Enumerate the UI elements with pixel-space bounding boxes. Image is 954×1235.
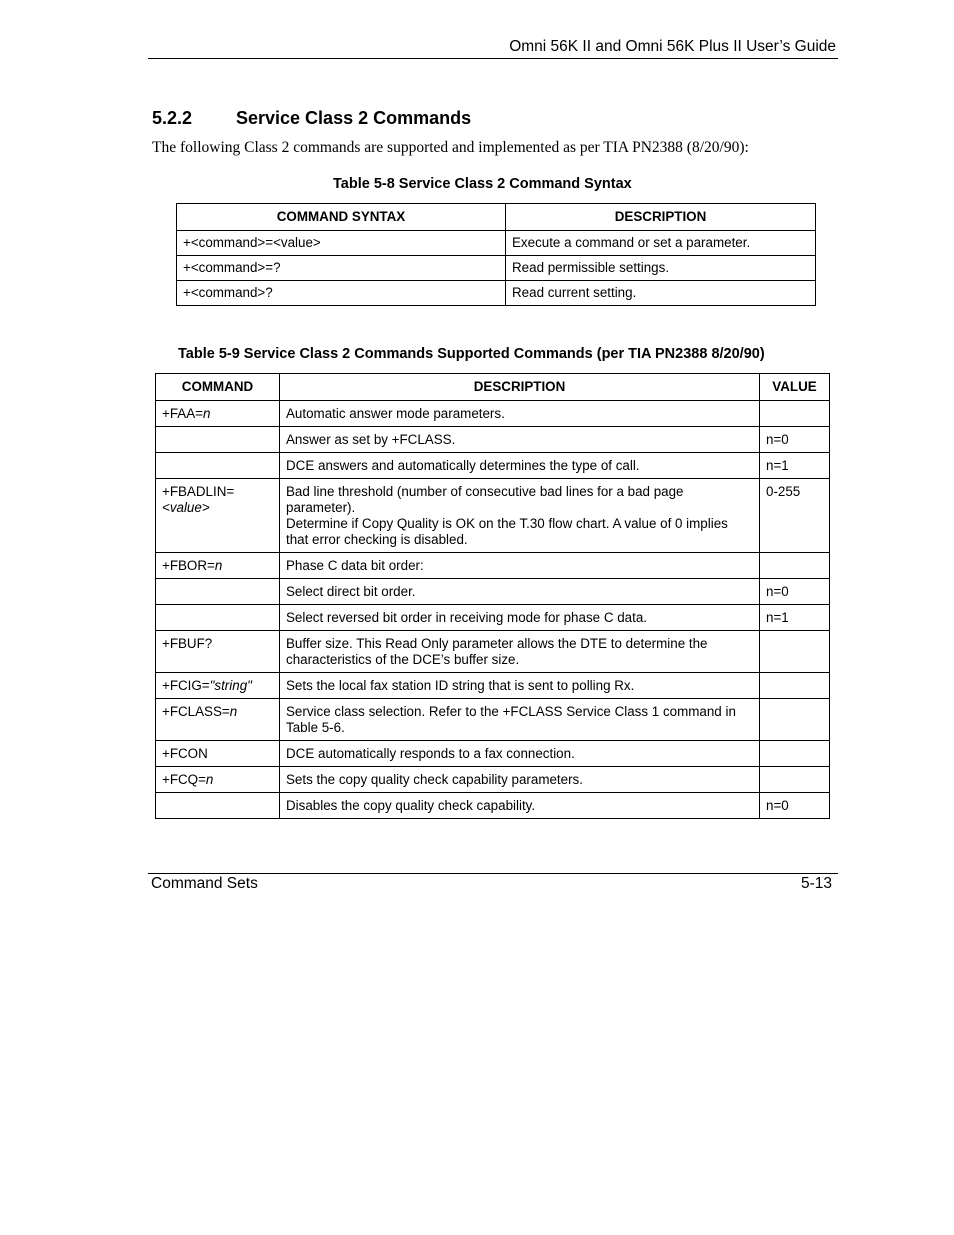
table-header-row bbox=[156, 374, 830, 401]
table-5-9-caption: Table 5-9 Service Class 2 Commands Supported Commands (per TIA PN2388 8/20/90) bbox=[178, 346, 765, 362]
table-row bbox=[156, 579, 830, 605]
table-row bbox=[156, 767, 830, 793]
table-row bbox=[156, 699, 830, 741]
value-cell: n=1 bbox=[760, 453, 830, 479]
command-cell bbox=[156, 793, 280, 819]
footer-rule bbox=[148, 873, 838, 874]
command-name: +FCQ= bbox=[162, 772, 206, 787]
command-cell bbox=[156, 631, 280, 673]
command-cell bbox=[156, 427, 280, 453]
table-row bbox=[156, 673, 830, 699]
description-cell: Disables the copy quality check capability. bbox=[280, 793, 760, 819]
description-cell bbox=[280, 479, 760, 553]
command-cell bbox=[156, 767, 280, 793]
command-argument: n bbox=[229, 704, 238, 719]
command-cell bbox=[156, 699, 280, 741]
description-cell: Execute a command or set a parameter. bbox=[506, 231, 816, 256]
value-cell: n=0 bbox=[760, 793, 830, 819]
command-name: +FAA= bbox=[162, 406, 203, 421]
value-cell: n=0 bbox=[760, 427, 830, 453]
description-cell: Read current setting. bbox=[506, 281, 816, 306]
command-argument: n bbox=[202, 406, 211, 421]
syntax-cell: +<command>=<value> bbox=[177, 231, 506, 256]
description-cell: Read permissible settings. bbox=[506, 256, 816, 281]
value-cell: n=0 bbox=[760, 579, 830, 605]
command-name: +FBADLIN= bbox=[162, 484, 235, 499]
column-header: DESCRIPTION bbox=[280, 374, 760, 401]
description-cell: DCE answers and automatically determines the type of call. bbox=[280, 453, 760, 479]
table-row bbox=[156, 605, 830, 631]
table-row bbox=[156, 453, 830, 479]
syntax-cell: +<command>? bbox=[177, 281, 506, 306]
running-header: Omni 56K II and Omni 56K Plus II User’s Guide bbox=[509, 38, 836, 55]
command-argument: "string" bbox=[209, 678, 252, 693]
table-row bbox=[156, 631, 830, 673]
description-cell: Select reversed bit order in receiving mode for phase C data. bbox=[280, 605, 760, 631]
description-cell: Sets the copy quality check capability parameters. bbox=[280, 767, 760, 793]
description-cell: Automatic answer mode parameters. bbox=[280, 401, 760, 427]
value-cell: n=1 bbox=[760, 605, 830, 631]
intro-paragraph: The following Class 2 commands are supported and implemented as per TIA PN2388 (8/20/90): bbox=[152, 139, 749, 156]
table-header-row bbox=[177, 204, 816, 231]
command-cell bbox=[156, 673, 280, 699]
table-row bbox=[177, 256, 816, 281]
description-line: Determine if Copy Quality is OK on the T.30 flow chart. A value of 0 implies that error checking is disabled. bbox=[286, 516, 728, 547]
description-cell: DCE automatically responds to a fax connection. bbox=[280, 741, 760, 767]
command-name: +FCON bbox=[162, 746, 208, 761]
table-row bbox=[156, 793, 830, 819]
section-title: Service Class 2 Commands bbox=[236, 108, 472, 128]
command-name: +FBUF? bbox=[162, 636, 213, 651]
command-argument: n bbox=[205, 772, 214, 787]
supported-commands-table bbox=[155, 373, 830, 819]
table-row bbox=[177, 281, 816, 306]
table-5-8-caption: Table 5-8 Service Class 2 Command Syntax bbox=[333, 176, 632, 192]
command-cell bbox=[156, 553, 280, 579]
description-cell: Select direct bit order. bbox=[280, 579, 760, 605]
command-name: +FBOR= bbox=[162, 558, 215, 573]
column-header: COMMAND bbox=[156, 374, 280, 401]
command-cell bbox=[156, 453, 280, 479]
description-cell: Phase C data bit order: bbox=[280, 553, 760, 579]
page-number: 5-13 bbox=[800, 875, 832, 892]
description-line: Bad line threshold (number of consecutive bad lines for a bad page parameter). bbox=[286, 484, 684, 515]
syntax-cell: +<command>=? bbox=[177, 256, 506, 281]
command-cell bbox=[156, 579, 280, 605]
value-cell bbox=[760, 699, 830, 741]
description-cell: Sets the local fax station ID string that is sent to polling Rx. bbox=[280, 673, 760, 699]
command-argument: <value> bbox=[162, 500, 210, 515]
value-cell: 0-255 bbox=[760, 479, 830, 553]
command-cell bbox=[156, 605, 280, 631]
command-name: +FCIG= bbox=[162, 678, 210, 693]
column-header: COMMAND SYNTAX bbox=[177, 204, 506, 231]
value-cell bbox=[760, 673, 830, 699]
command-argument: n bbox=[214, 558, 223, 573]
value-cell bbox=[760, 401, 830, 427]
command-cell bbox=[156, 741, 280, 767]
section-heading bbox=[152, 108, 471, 129]
value-cell bbox=[760, 631, 830, 673]
command-syntax-table bbox=[176, 203, 816, 306]
description-cell: Buffer size. This Read Only parameter allows the DTE to determine the characteristics of the DCE’s buffer size. bbox=[280, 631, 760, 673]
header-rule bbox=[148, 58, 838, 59]
column-header: DESCRIPTION bbox=[506, 204, 816, 231]
table-row bbox=[156, 741, 830, 767]
command-name: +FCLASS= bbox=[162, 704, 230, 719]
footer-chapter-title: Command Sets bbox=[151, 875, 258, 892]
table-row bbox=[156, 479, 830, 553]
table-row bbox=[156, 553, 830, 579]
section-number: 5.2.2 bbox=[152, 108, 193, 128]
table-row bbox=[156, 427, 830, 453]
command-cell bbox=[156, 401, 280, 427]
table-row bbox=[156, 401, 830, 427]
value-cell bbox=[760, 767, 830, 793]
description-cell: Answer as set by +FCLASS. bbox=[280, 427, 760, 453]
value-cell bbox=[760, 741, 830, 767]
description-cell: Service class selection. Refer to the +FCLASS Service Class 1 command in Table 5-6. bbox=[280, 699, 760, 741]
command-cell bbox=[156, 479, 280, 553]
table-row bbox=[177, 231, 816, 256]
value-cell bbox=[760, 553, 830, 579]
column-header: VALUE bbox=[760, 374, 830, 401]
